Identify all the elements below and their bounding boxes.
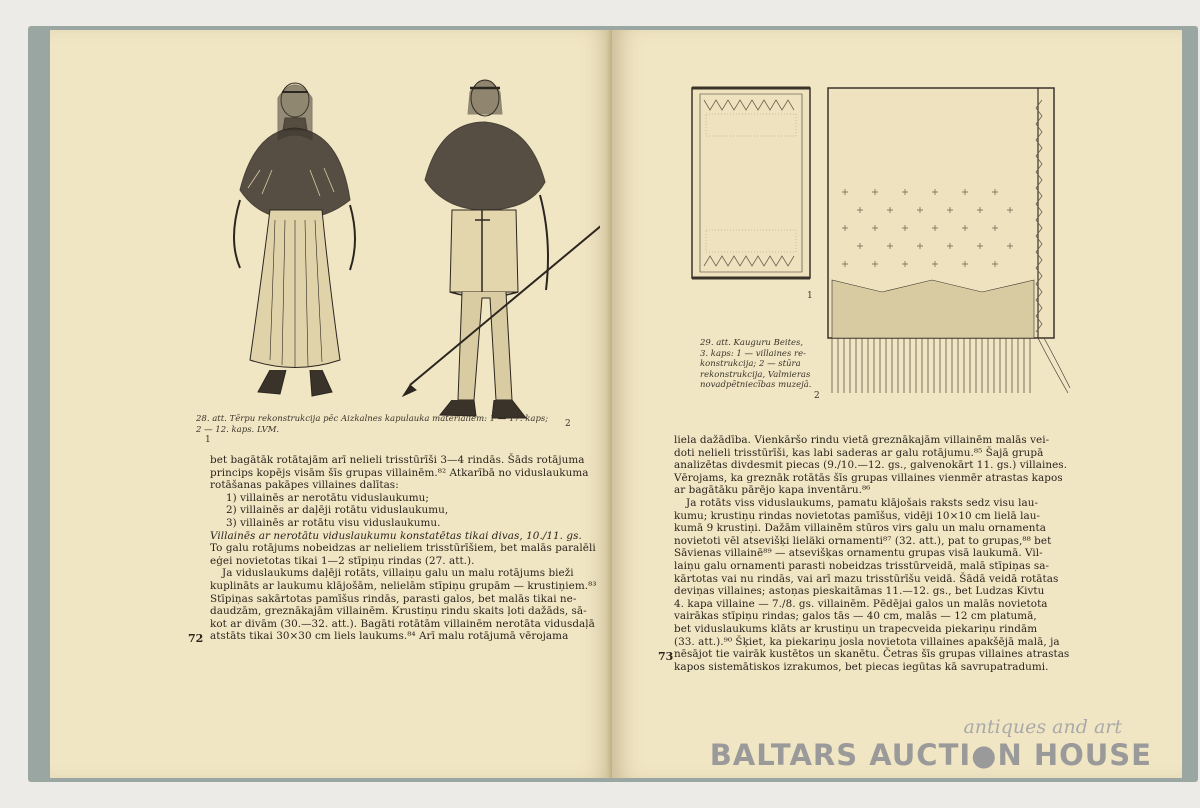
text-line: doti nelieli trisstūrīši, kas labi saderas ar galu rotājumu.⁸⁵ Šajā grupā	[674, 446, 1044, 459]
text-line: ar bagātāku pārējo kapa inventāru.⁸⁶	[674, 484, 871, 497]
text-line: atstāts tikai 30×30 cm liels laukums.⁸⁴ Arī malu rotājumā vērojama	[210, 630, 569, 643]
figure-label-2: 2	[814, 391, 820, 400]
text-line: 1) villainēs ar nerotātu viduslaukumu;	[226, 491, 429, 504]
text-line: 2) villainēs ar daļēji rotātu viduslaukumu,	[226, 504, 449, 517]
text-line: deviņas villaines; astoņas pieskaitāmas 11.—12. gs., bet Ludzas Kivtu	[674, 585, 1045, 598]
caption-line: 3. kaps: 1 — villaines re-	[700, 348, 806, 359]
text-line: bet viduslaukums klāts ar krustiņu un trapecveida piekariņu rindām	[674, 622, 1038, 635]
text-line: Ja rotāts viss viduslaukums, pamatu klājošais raksts sedz visu lau-	[686, 496, 1039, 509]
text-line: kuplināts ar laukumu klājošām, nelielām stīpiņu grupām — krustiņiem.⁸³	[210, 579, 597, 592]
text-line: kumu; krustiņu rindas novietotas pamīšus, vidēji 10×10 cm lielā lau-	[674, 509, 1040, 522]
text-line: bet bagātāk rotātajām arī nelieli trisstūrīši 3—4 rindās. Šāds rotājuma	[210, 454, 585, 466]
text-line: Sāvienas villainē⁸⁹ — atsevišķas ornamentu grupas visā laukumā. Vil-	[674, 547, 1043, 560]
text-line: kārtotas vai nu rindās, vai arī mazu trisstūrīšu veidā. Šādā veidā rotātas	[674, 572, 1059, 585]
text-line: kot ar divām (30.—32. att.). Bagāti rotātām villainēm nerotāta vidusdaļā	[210, 617, 595, 630]
page-number: 72	[188, 632, 204, 645]
text-line: kumā 9 krustiņi. Dažām villainēm stūros virs galu un malu ornamenta	[674, 522, 1046, 535]
figure-caption	[196, 414, 596, 436]
caption-line: konstrukcija; 2 — stūra	[700, 359, 801, 369]
text-line: rotāšanas pakāpes villaines dalītas:	[210, 479, 399, 492]
text-line: eģei novietotas tikai 1—2 stīpiņu rindas (27. att.).	[210, 554, 475, 567]
text-line: 3) villainēs ar rotātu visu viduslaukumu.	[226, 516, 441, 529]
figure-label-1: 1	[205, 435, 211, 445]
costume-illustration	[200, 70, 600, 450]
shawl-1	[692, 88, 810, 278]
text-line: Stīpiņas sakārtotas pamīšus rindās, parasti galos, bet malās tikai ne-	[210, 592, 577, 605]
shawl-2-corner	[828, 88, 1070, 393]
man-figure	[403, 80, 600, 418]
left-page	[50, 30, 612, 778]
auction-house-watermark	[710, 716, 1152, 772]
text-line: nēsājot tie vairāk kustētos un skanētu. Četras šīs grupas villaines atrastas	[674, 648, 1070, 661]
figure-label-2: 2	[565, 419, 571, 429]
text-line: (33. att.).⁹⁰ Šķiet, ka piekariņu josla novietota villaines apakšējā malā, ja	[674, 635, 1060, 648]
text-line: liela dažādība. Vienkāršo rindu vietā greznākajām villainēm malās vei-	[674, 434, 1050, 446]
caption-line: 29. att. Kauguru Beites,	[700, 338, 804, 348]
text-line: novietoti vēl atsevišķi lieläki ornamenti⁸⁷ (32. att.), pat to grupas,⁸⁸ bet	[674, 534, 1052, 547]
caption-line: rekonstrukcija, Valmieras	[700, 369, 811, 380]
body-text	[210, 454, 597, 643]
text-line: laiņu galu ornamenti parasti nobeidzas trisstūrveidā, malā stīpiņas sa-	[674, 559, 1050, 572]
page-number: 73	[658, 650, 674, 663]
figure-label-1: 1	[807, 291, 813, 301]
text-line: daudzām, greznākajām villainēm. Krustiņu rindu skaits ļoti dažāds, sā-	[210, 605, 587, 618]
body-text	[674, 434, 1070, 673]
woman-figure	[234, 83, 355, 396]
caption-line: novadpētniecības muzejā.	[700, 380, 812, 390]
text-line: To galu rotājums nobeidzas ar nelieliem trisstūrīšiem, bet malās paralēli	[210, 542, 596, 555]
text-line: kapos sistemātiskos izrakumos, bet piecas iegūtas kā savrupatradumi.	[674, 660, 1049, 673]
text-line: vairākas stīpiņu rindas; galos tās — 40 cm, malās — 12 cm platumā,	[674, 610, 1037, 623]
text-line: princips kopējs visām šīs grupas villainēm.⁸² Atkarībā no viduslaukuma	[210, 466, 589, 479]
text-line: Villainēs ar nerotātu viduslaukumu konstatētas tikai divas, 10./11. gs.	[210, 529, 582, 542]
caption-line: 28. att. Tērpu rekonstrukcija pēc Aizkalnes kapulauka materiāliem: 1 — 17. kaps;	[196, 414, 549, 424]
right-page	[612, 30, 1182, 778]
text-line: 4. kapa villaine — 7./8. gs. villainēm. Pēdējai galos un malās novietota	[674, 597, 1048, 610]
figure-caption	[700, 338, 850, 391]
watermark-title: BALTARS AUCTI●N HOUSE	[709, 738, 1152, 772]
text-line: analizētas divdesmit piecas (9./10.—12. gs., galvenokārt 11. gs.) villaines.	[674, 459, 1068, 472]
watermark-tagline: antiques and art	[963, 716, 1122, 738]
text-line: Ja viduslaukums daļēji rotāts, villaiņu galu un malu rotājums bieži	[222, 567, 574, 580]
caption-line: 2 — 12. kaps. LVM.	[196, 425, 280, 435]
text-line: Vērojams, ka greznāk rotātās šīs grupas villaines vienmēr atrastas kapos	[674, 471, 1063, 484]
